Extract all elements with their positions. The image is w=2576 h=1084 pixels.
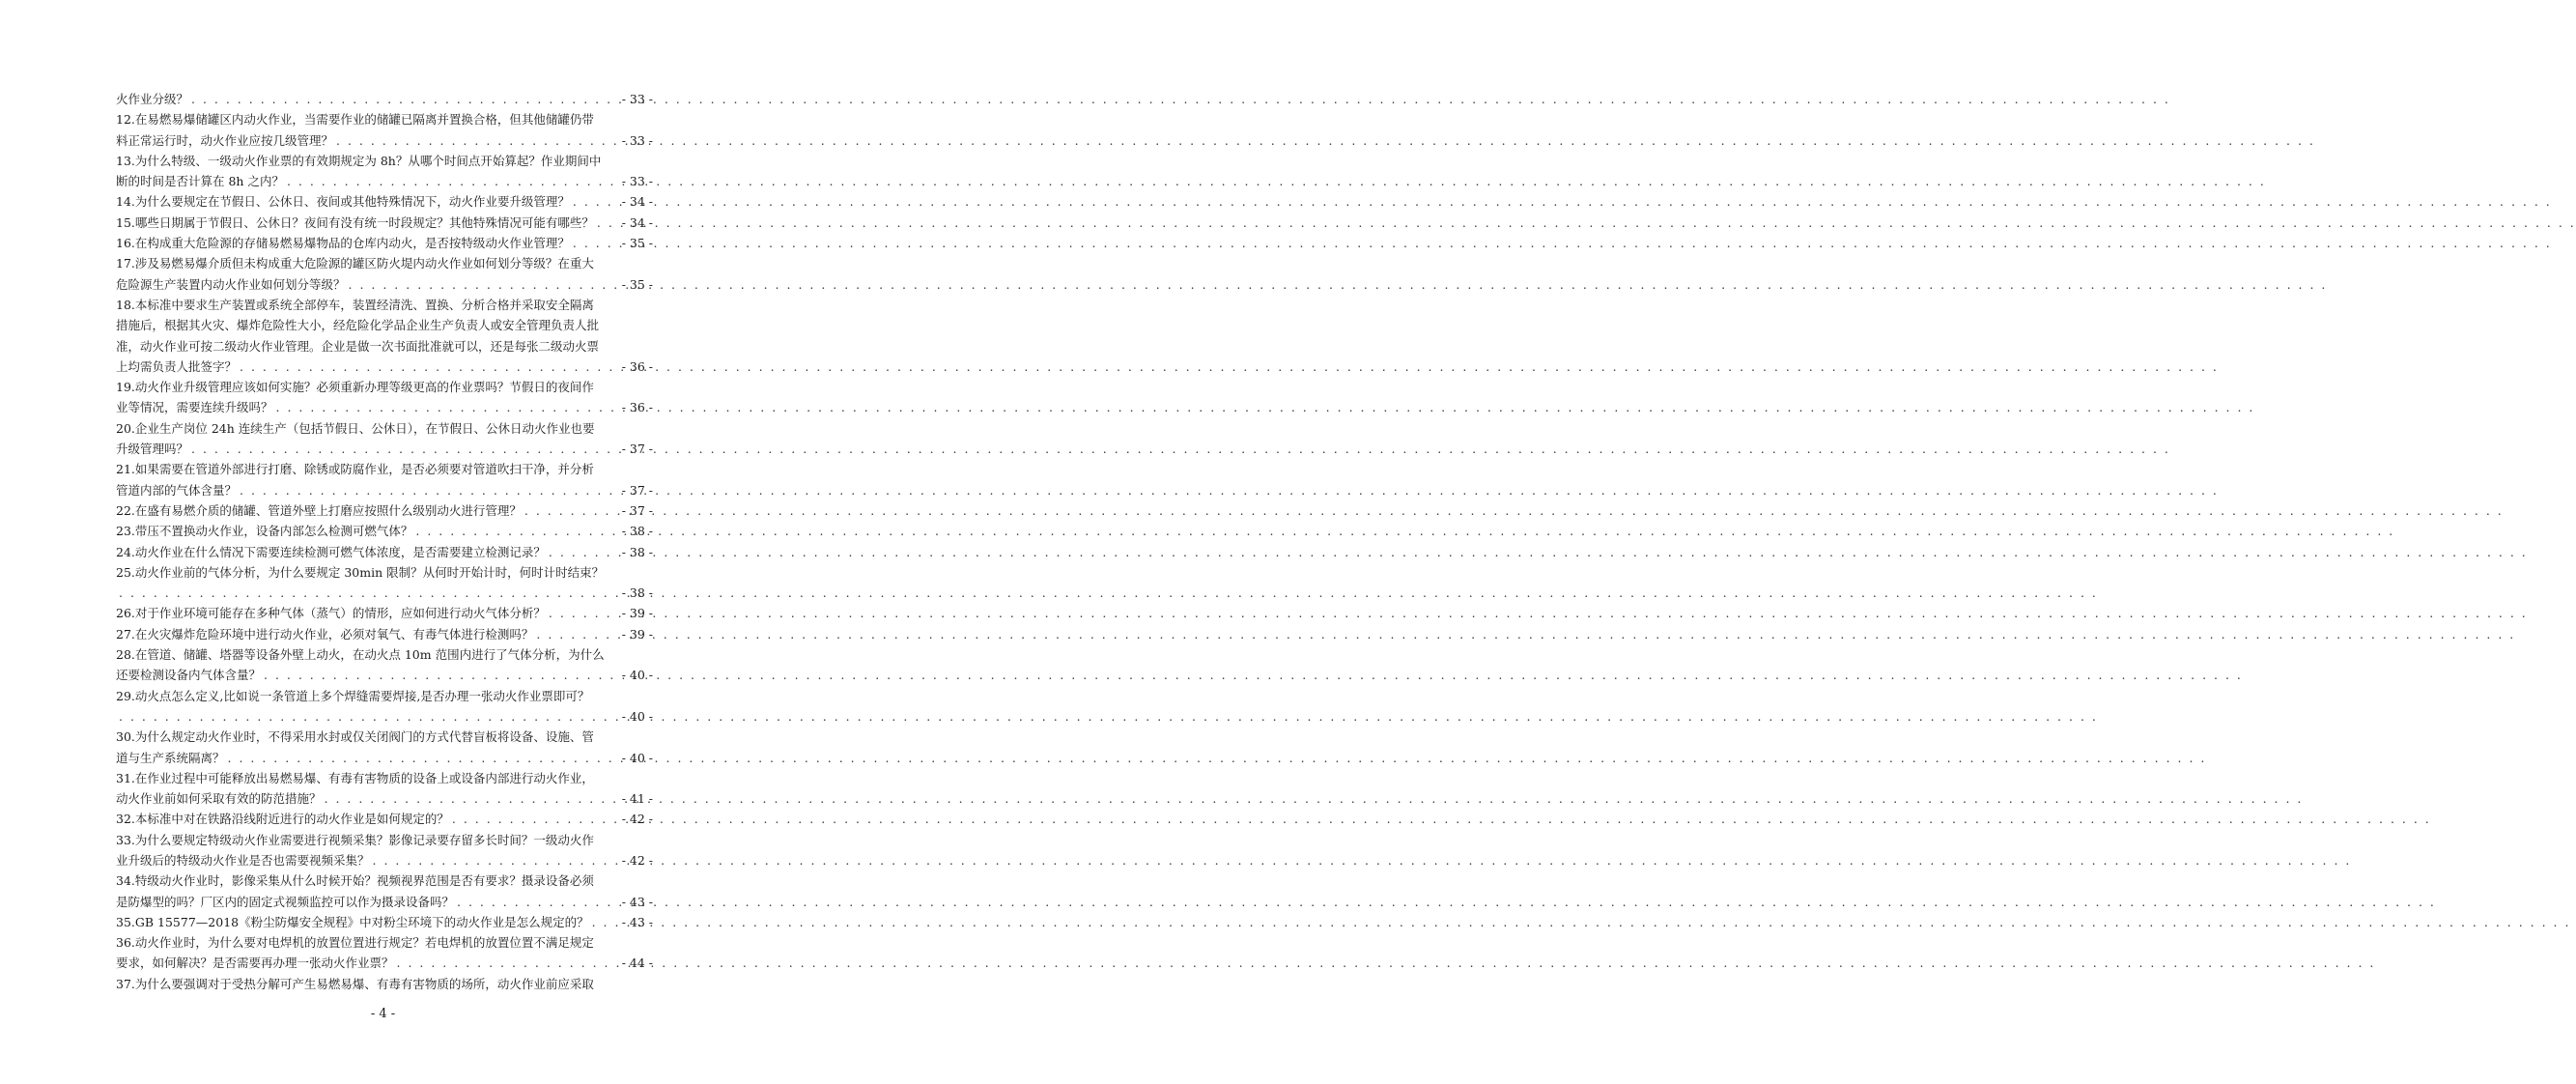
toc-line: [116, 109, 653, 129]
toc-entry-text: 业等情况，需要连续升级吗？: [116, 400, 273, 415]
dot-leader: [116, 583, 622, 603]
toc-entry[interactable]: [116, 418, 653, 460]
table-of-contents: [116, 89, 653, 994]
toc-page-number: - 35 -: [621, 276, 653, 292]
toc-entry-text: 管道内部的气体含量？: [116, 482, 238, 498]
toc-line: [116, 397, 653, 417]
toc-entry-text: 15.哪些日期属于节假日、公休日？夜间有没有统一时段规定？其他特殊情况可能有哪些？: [116, 214, 594, 230]
toc-entry[interactable]: [116, 644, 653, 686]
toc-line: [116, 912, 653, 932]
toc-entry[interactable]: [116, 603, 653, 623]
toc-page-number: - 33 -: [621, 174, 653, 189]
toc-page-number: - 43 -: [621, 914, 653, 929]
dot-leader: [346, 274, 622, 295]
toc-page-number: - 43 -: [621, 894, 653, 909]
toc-entry-text: 36.动火作业时，为什么要对电焊机的放置位置进行规定？若电焊机的放置位置不满足规定: [116, 935, 594, 951]
toc-entry[interactable]: [116, 809, 653, 829]
toc-entry[interactable]: [116, 768, 653, 810]
toc-entry[interactable]: [116, 459, 653, 500]
toc-entry[interactable]: [116, 912, 653, 932]
toc-entry-text: 34.特级动火作业时，影像采集从什么时候开始？视频视界范围是否有要求？摄录设备必须: [116, 873, 594, 889]
toc-page-number: - 34 -: [621, 214, 653, 230]
dot-leader: [454, 892, 622, 912]
toc-line: [116, 439, 653, 459]
toc-line: [116, 809, 653, 829]
toc-entry-text: 35.GB 15577—2018《粉尘防爆安全规程》中对粉尘环境下的动火作业是怎么规定的？: [116, 914, 589, 929]
toc-entry[interactable]: [116, 295, 653, 377]
toc-line: [116, 932, 653, 953]
toc-page-number: - 33 -: [621, 92, 653, 106]
toc-entry-text: 29.动火点怎么定义,比如说一条管道上多个焊缝需要焊接,是否办理一张动火作业票即可？: [116, 688, 590, 703]
dot-leader: [322, 788, 622, 809]
dot-leader: [370, 850, 622, 870]
toc-page-number: - 37 -: [621, 442, 653, 457]
toc-line: [116, 542, 653, 562]
toc-line: [116, 500, 653, 521]
toc-page-number: - 36 -: [621, 400, 653, 415]
toc-entry-text: 20.企业生产岗位 24h 连续生产（包括节假日、公休日），在节假日、公休日动火作业也要: [116, 420, 595, 436]
toc-entry-text: 13.为什么特级、一级动火作业票的有效期规定为 8h？从哪个时间点开始算起？作业期间中: [116, 153, 602, 168]
toc-line: [116, 130, 653, 151]
toc-line: [116, 171, 653, 191]
toc-line: [116, 788, 653, 809]
dot-leader: [116, 706, 622, 727]
dot-leader: [449, 809, 622, 829]
toc-line: [116, 768, 653, 788]
toc-line: [116, 953, 653, 973]
toc-entry-text: 30.为什么规定动火作业时，不得采用水封或仅关闭阀门的方式代替盲板将设备、设施、管: [116, 729, 594, 745]
toc-page-number: - 40 -: [621, 668, 653, 683]
toc-line: [116, 274, 653, 295]
toc-page-number: - 33 -: [621, 132, 653, 148]
toc-line: [116, 665, 653, 685]
toc-entry-text: 16.在构成重大危险源的存储易燃易爆物品的仓库内动火，是否按特级动火作业管理？: [116, 236, 570, 251]
toc-line: [116, 315, 653, 335]
dot-leader: [188, 439, 622, 459]
toc-entry-text: 火作业分级？: [116, 92, 189, 106]
toc-entry-text: 升级管理吗？: [116, 442, 189, 457]
toc-entry[interactable]: [116, 542, 653, 562]
dot-leader: [546, 603, 622, 623]
toc-entry[interactable]: [116, 213, 653, 233]
toc-entry[interactable]: [116, 89, 653, 109]
toc-entry[interactable]: [116, 253, 653, 295]
toc-entry-text: 22.在盛有易燃介质的储罐、管道外壁上打磨应按照什么级别动火进行管理？: [116, 502, 522, 518]
toc-entry[interactable]: [116, 727, 653, 768]
dot-leader: [333, 130, 622, 151]
toc-line: [116, 418, 653, 439]
toc-page-number: - 38 -: [621, 585, 653, 601]
toc-line: [116, 459, 653, 479]
dot-leader: [261, 665, 622, 685]
toc-entry-text: 21.如果需要在管道外部进行打磨、除锈或防腐作业，是否必须要对管道吹扫干净，并分析: [116, 462, 594, 477]
toc-page-number: - 42 -: [621, 812, 653, 827]
toc-entry-text: 17.涉及易燃易爆介质但未构成重大危险源的罐区防火堤内动火作业如何划分等级？在重大: [116, 256, 594, 271]
toc-line: [116, 583, 653, 603]
toc-entry-text: 33.为什么要规定特级动火作业需要进行视频采集？影像记录要存留多长时间？一级动火作: [116, 832, 594, 847]
toc-entry-text: 准，动火作业可按二级动火作业管理。企业是做一次书面批准就可以，还是每张二级动火票: [116, 338, 600, 354]
toc-page-number: - 35 -: [621, 236, 653, 251]
toc-entry[interactable]: [116, 686, 653, 727]
toc-line: [116, 191, 653, 212]
toc-line: [116, 480, 653, 500]
toc-entry-text: 31.在作业过程中可能释放出易燃易爆、有毒有害物质的设备上或设备内部进行动火作业，: [116, 770, 594, 785]
toc-entry-text: 14.为什么要规定在节假日、公休日、夜间或其他特殊情况下，动火作业要升级管理？: [116, 194, 570, 210]
toc-line: [116, 603, 653, 623]
toc-entry-text: 道与生产系统隔离？: [116, 750, 225, 765]
toc-entry-text: 24.动火作业在什么情况下需要连续检测可燃气体浓度，是否需要建立检测记录？: [116, 544, 546, 559]
dot-leader: [237, 357, 622, 377]
dot-leader: [412, 521, 621, 541]
toc-line: [116, 336, 653, 357]
toc-entry[interactable]: [116, 830, 653, 871]
toc-entry-text: 危险源生产装置内动火作业如何划分等级？: [116, 276, 346, 292]
toc-line: [116, 870, 653, 891]
toc-entry-text: 是防爆型的吗？厂区内的固定式视频监控可以作为摄录设备吗？: [116, 894, 455, 909]
toc-entry[interactable]: [116, 624, 653, 644]
toc-line: [116, 974, 653, 994]
toc-entry[interactable]: [116, 151, 653, 192]
toc-page-number: - 42 -: [621, 852, 653, 868]
toc-entry[interactable]: [116, 233, 653, 253]
toc-entry-text: 26.对于作业环境可能存在多种气体（蒸气）的情形，应如何进行动火气体分析？: [116, 606, 546, 621]
toc-line: [116, 233, 653, 253]
toc-page-number: - 39 -: [621, 606, 653, 621]
toc-entry-text: 动火作业前如何采取有效的防范措施？: [116, 791, 322, 807]
toc-line: [116, 686, 653, 706]
toc-line: [116, 727, 653, 747]
toc-entry[interactable]: [116, 562, 653, 604]
dot-leader: [589, 912, 622, 932]
toc-entry[interactable]: [116, 870, 653, 912]
toc-line: [116, 377, 653, 397]
dot-leader: [188, 89, 622, 109]
dot-leader: [533, 624, 621, 644]
dot-leader: [273, 397, 622, 417]
dot-leader: [570, 191, 622, 212]
toc-line: [116, 850, 653, 870]
toc-page-number: - 36 -: [621, 358, 653, 374]
toc-entry-text: 19.动火作业升级管理应该如何实施？必须重新办理等级更高的作业票吗？节假日的夜间作: [116, 380, 594, 395]
toc-entry-text: 12.在易燃易爆储罐区内动火作业，当需要作业的储罐已隔离并置换合格，但其他储罐仍带: [116, 112, 594, 128]
toc-entry-text: 28.在管道、储罐、塔器等设备外壁上动火，在动火点 10m 范围内进行了气体分析，为什么: [116, 647, 605, 663]
dot-leader: [546, 542, 622, 562]
dot-leader: [237, 480, 622, 500]
toc-entry[interactable]: [116, 109, 653, 151]
toc-page-number: - 39 -: [621, 626, 653, 642]
page-number: - 4 -: [370, 1007, 396, 1021]
toc-entry-text: 上均需负责人批签字？: [116, 358, 238, 374]
toc-entry-text: 要求，如何解决？是否需要再办理一张动火作业票？: [116, 956, 394, 971]
toc-entry-text: 23.带压不置换动火作业，设备内部怎么检测可燃气体？: [116, 524, 413, 539]
toc-entry-text: 还要检测设备内气体含量？: [116, 668, 262, 683]
toc-line: [116, 748, 653, 768]
toc-entry-text: 25.动火作业前的气体分析，为什么要规定 30min 限制？从何时开始计时，何时计时结束？: [116, 564, 605, 580]
toc-page-number: - 38 -: [621, 544, 653, 559]
toc-entry[interactable]: [116, 377, 653, 418]
dot-leader: [225, 748, 622, 768]
dot-leader: [594, 213, 622, 233]
toc-entry[interactable]: [116, 521, 653, 541]
toc-line: [116, 706, 653, 727]
toc-line: [116, 295, 653, 315]
toc-entry[interactable]: [116, 500, 653, 521]
dot-leader: [570, 233, 622, 253]
toc-line: [116, 624, 653, 644]
toc-line: [116, 562, 653, 583]
toc-entry[interactable]: [116, 974, 653, 994]
dot-leader: [284, 171, 622, 191]
toc-entry-text: 业升级后的特级动火作业是否也需要视频采集？: [116, 852, 370, 868]
toc-page-number: - 41 -: [621, 791, 653, 807]
toc-entry-text: 37.为什么要强调对于受热分解可产生易燃易爆、有毒有害物质的场所，动火作业前应采取: [116, 976, 594, 991]
toc-page-number: - 37 -: [621, 502, 653, 518]
toc-page-number: - 37 -: [621, 482, 653, 498]
dot-leader: [394, 953, 622, 973]
toc-page-number: - 44 -: [621, 956, 653, 971]
toc-entry[interactable]: [116, 932, 653, 974]
toc-line: [116, 213, 653, 233]
toc-line: [116, 89, 653, 109]
toc-entry-text: 18.本标准中要求生产装置或系统全部停车，装置经清洗、置换、分析合格并采取安全隔离: [116, 297, 594, 312]
toc-entry-text: 料正常运行时，动火作业应按几级管理？: [116, 132, 334, 148]
toc-line: [116, 521, 653, 541]
toc-line: [116, 644, 653, 665]
toc-line: [116, 253, 653, 273]
toc-page-number: - 40 -: [621, 750, 653, 765]
toc-line: [116, 830, 653, 850]
toc-page-number: - 34 -: [621, 194, 653, 210]
toc-entry-text: 措施后，根据其火灾、爆炸危险性大小，经危险化学品企业生产负责人或安全管理负责人批: [116, 318, 600, 333]
toc-page-number: - 40 -: [621, 708, 653, 724]
toc-entry[interactable]: [116, 191, 653, 212]
toc-entry-text: 32.本标准中对在铁路沿线附近进行的动火作业是如何规定的？: [116, 812, 449, 827]
toc-entry-text: 断的时间是否计算在 8h 之内？: [116, 174, 284, 189]
dot-leader: [522, 500, 622, 521]
toc-line: [116, 151, 653, 171]
toc-page-number: - 38 -: [621, 524, 653, 539]
toc-entry-text: 27.在火灾爆炸危险环境中进行动火作业，必须对氧气、有毒气体进行检测吗？: [116, 626, 534, 642]
toc-line: [116, 892, 653, 912]
toc-line: [116, 357, 653, 377]
